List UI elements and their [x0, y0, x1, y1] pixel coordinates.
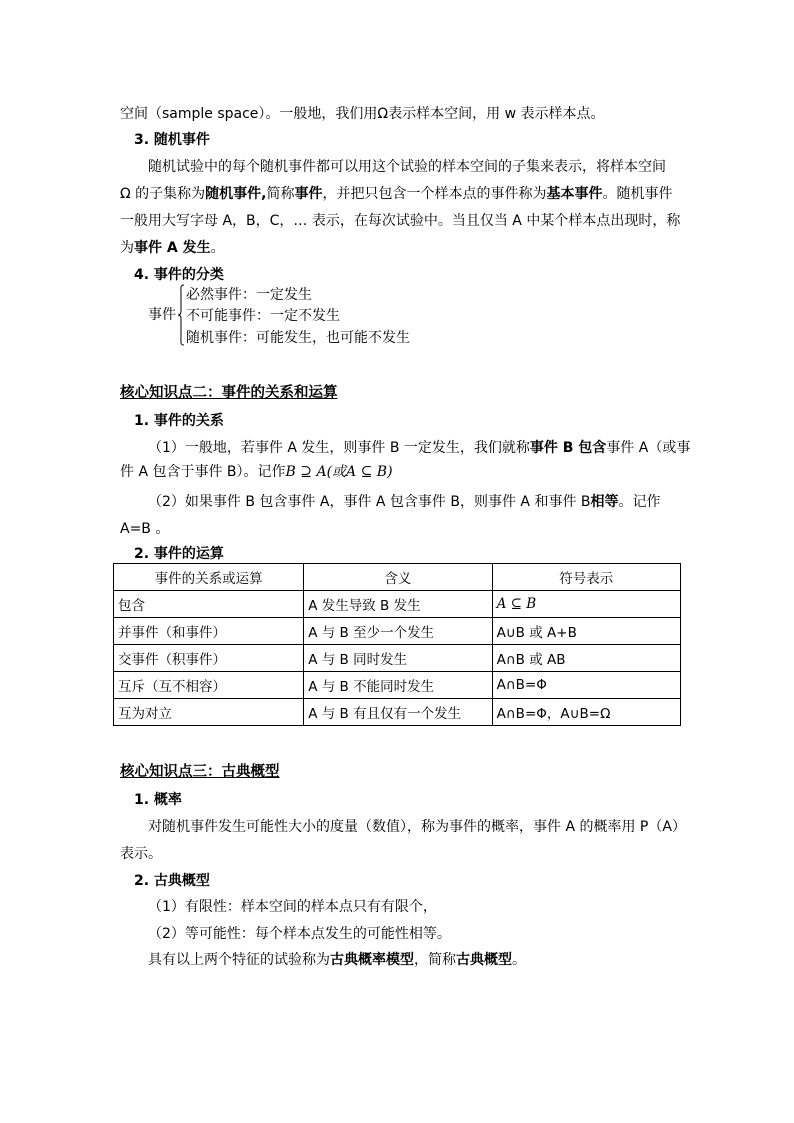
term-event: 事件	[294, 186, 323, 202]
core2-p1a: （1）一般地，若事件 A 发生，则事件 B 一定发生，我们就称	[148, 440, 530, 456]
notation-containment: B ⊇ A(或A ⊆ B)	[285, 464, 393, 480]
core2-p2a: （2）如果事件 B 包含事件 A，事件 A 包含事件 B，则事件 A 和事件 B	[148, 494, 591, 510]
s3-l4a: 为	[120, 240, 134, 256]
core2-p1c: 事件 A（或事	[606, 440, 691, 456]
s3-l2g: 。随机事件	[602, 186, 673, 202]
core3-sub2-heading: 2. 古典概型	[134, 873, 210, 889]
core2-sub1-heading: 1. 事件的关系	[134, 413, 224, 429]
left-brace-icon	[177, 284, 185, 346]
table-cell: 互斥（互不相容）	[114, 672, 304, 699]
table-cell: 并事件（和事件）	[114, 618, 304, 645]
core3-condition-2: （2）等可能性：每个样本点发生的可能性相等。	[148, 926, 451, 942]
table-cell: A∪B 或 A+B	[492, 618, 680, 645]
table-cell: A∩B=Φ，A∪B=Ω	[492, 699, 680, 726]
table-header-row	[114, 564, 681, 591]
table-row	[114, 699, 681, 726]
core2-p1-line2	[120, 462, 393, 482]
s3-line-3: 一般用大写字母 A，B，C，… 表示，在每次试验中。当且仅当 A 中某个样本点出现时，称	[120, 213, 681, 229]
core3-p3c: ，简称	[414, 952, 456, 968]
table-row	[114, 672, 681, 699]
table-header-cell: 符号表示	[492, 564, 680, 591]
core2-p2c: 。记作	[618, 494, 661, 510]
s3-line-2	[120, 184, 672, 204]
core2-p1-line1	[148, 438, 690, 458]
core2-p2-line1	[148, 492, 661, 512]
s3-line-4	[120, 238, 225, 258]
table-row	[114, 645, 681, 672]
event-operations-table	[113, 563, 681, 726]
s3-l4c: 。	[210, 240, 225, 256]
table-cell: 包含	[114, 591, 304, 618]
classification-label: 事件	[148, 307, 176, 323]
table-cell: 互为对立	[114, 699, 304, 726]
table-cell: A 与 B 至少一个发生	[304, 618, 492, 645]
term-event-a-occurs: 事件 A 发生	[134, 240, 211, 256]
s3-line-1: 随机试验中的每个随机事件都可以用这个试验的样本空间的子集来表示，将样本空间	[148, 159, 666, 175]
term-equal: 相等	[590, 494, 619, 510]
table-cell: A 发生导致 B 发生	[304, 591, 492, 618]
term-b-contains: 事件 B 包含	[529, 440, 607, 456]
table-header-cell: 事件的关系或运算	[114, 564, 304, 591]
core3-p1-line2: 表示。	[120, 846, 162, 862]
core3-sub1-heading: 1. 概率	[134, 792, 182, 808]
core3-condition-1: （1）有限性：样本空间的样本点只有有限个，	[148, 899, 437, 915]
term-classical-model: 古典概型	[456, 952, 512, 968]
classification-item-random: 随机事件：可能发生，也可能不发生	[186, 330, 410, 346]
core-3-title: 核心知识点三：古典概型	[120, 764, 280, 780]
core3-p3	[148, 950, 526, 970]
term-random-event: 随机事件,	[205, 186, 267, 202]
s3-l2a: Ω 的子集称为	[120, 186, 206, 202]
term-classical-probability-model: 古典概率模型	[330, 952, 414, 968]
s3-l2e: ，并把只包含一个样本点的事件称为	[322, 186, 547, 202]
s3-l2c: 简称	[266, 186, 295, 202]
core-2-title: 核心知识点二：事件的关系和运算	[120, 385, 338, 401]
classification-item-certain: 必然事件：一定发生	[186, 287, 312, 303]
core3-p3e: 。	[512, 952, 526, 968]
table-cell: A∩B 或 AB	[492, 645, 680, 672]
table-row	[114, 618, 681, 645]
classification-item-impossible: 不可能事件：一定不发生	[186, 308, 340, 324]
table-row	[114, 591, 681, 618]
core2-sub2-heading: 2. 事件的运算	[134, 546, 224, 562]
table-cell: A 与 B 同时发生	[304, 645, 492, 672]
table-cell: A 与 B 有且仅有一个发生	[304, 699, 492, 726]
intro-line: 空间（sample space）。一般地，我们用Ω表示样本空间，用 w 表示样本点。	[120, 106, 605, 122]
section-4-heading: 4. 事件的分类	[134, 267, 224, 283]
section-3-heading: 3. 随机事件	[134, 132, 210, 148]
table-cell: A∩B=Φ	[492, 672, 680, 699]
table-cell: A ⊆ B	[492, 591, 680, 618]
core2-p1d: 件 A 包含于事件 B）。记作	[120, 464, 286, 480]
table-cell: A 与 B 不能同时发生	[304, 672, 492, 699]
core3-p1-line1: 对随机事件发生可能性大小的度量（数值），称为事件的概率，事件 A 的概率用 P（A）	[148, 819, 686, 835]
core3-p3a: 具有以上两个特征的试验称为	[148, 952, 330, 968]
core2-p2-line2: A=B 。	[120, 521, 170, 537]
table-cell: 交事件（积事件）	[114, 645, 304, 672]
table-header-cell: 含义	[304, 564, 492, 591]
term-basic-event: 基本事件	[546, 186, 603, 202]
